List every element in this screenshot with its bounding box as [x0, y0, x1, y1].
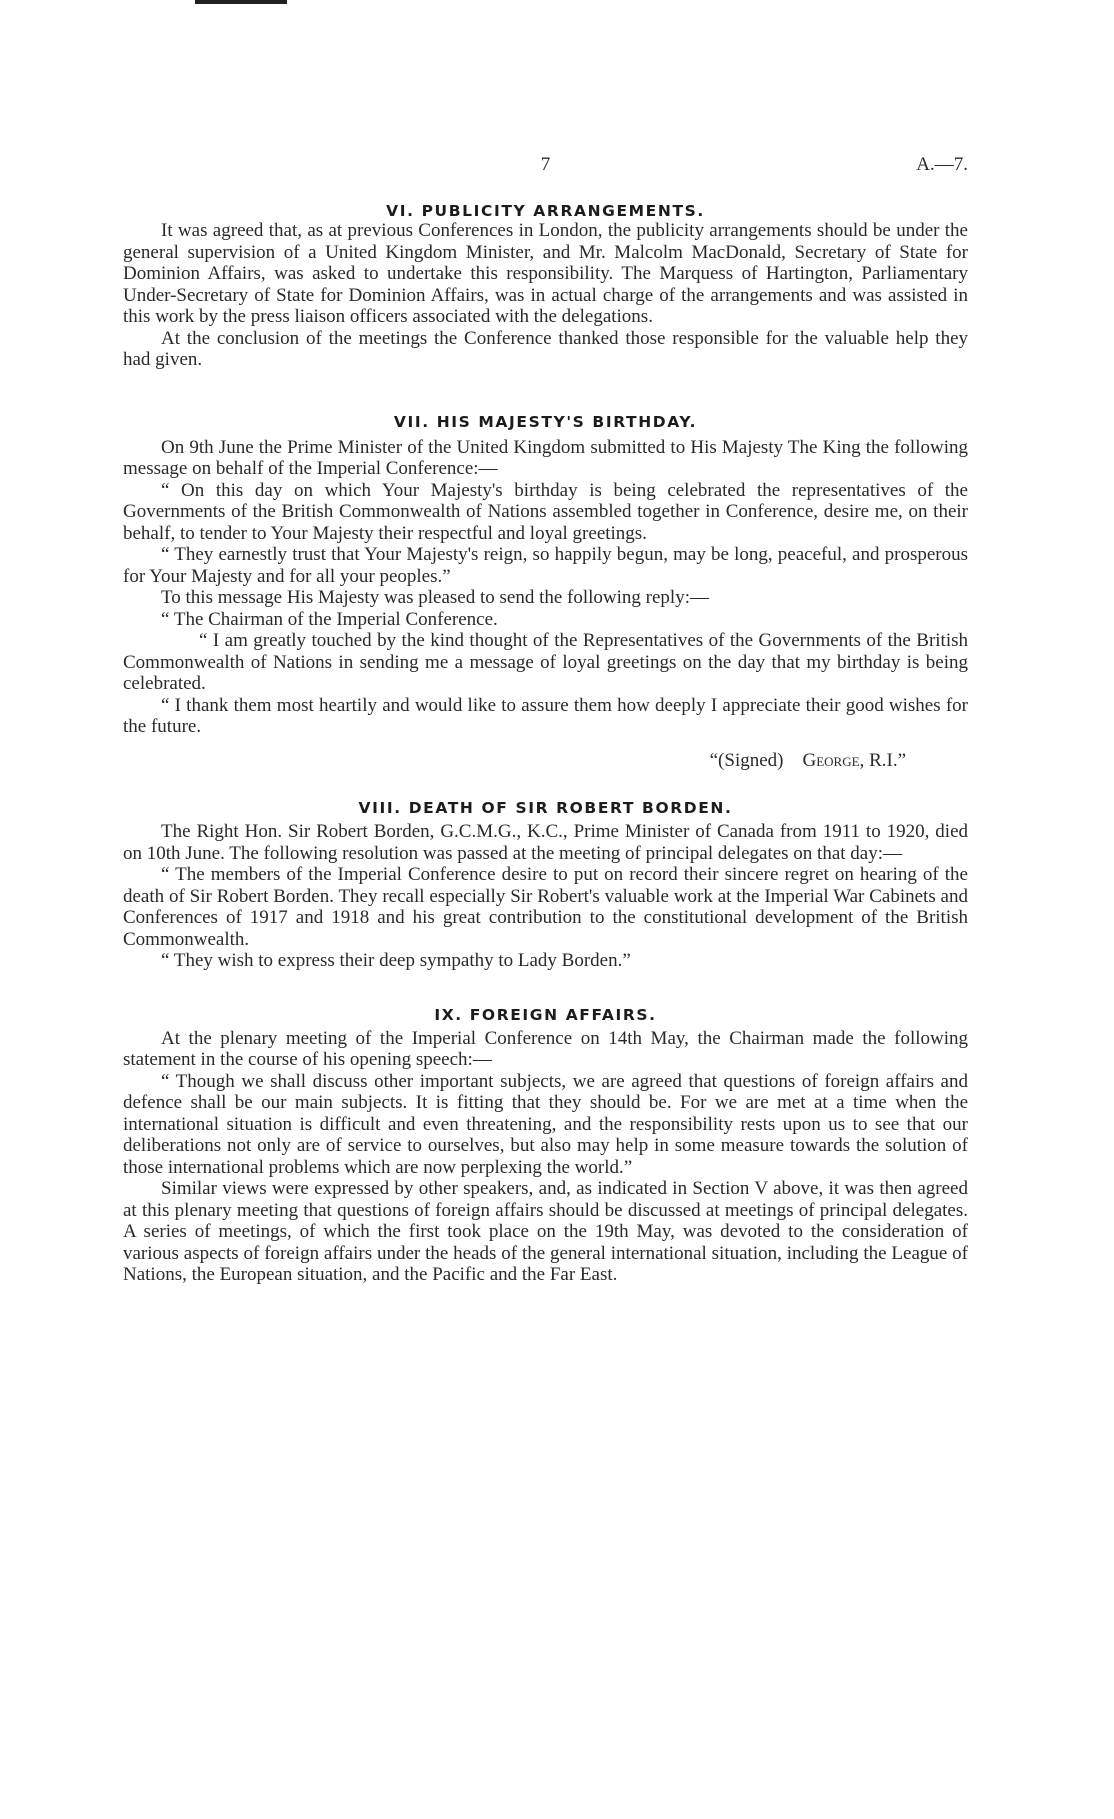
paragraph: “ I am greatly touched by the kind thought of the Representatives of the Governments of the British Commonwealth of Nations in sending me a message of loyal greetings on the day that my birthday is being celebrated.: [123, 630, 968, 694]
section-foreign-affairs: [123, 1006, 968, 1286]
scan-edge-mark: [195, 0, 287, 4]
paragraph: “ The Chairman of the Imperial Conference.: [161, 608, 498, 630]
document-page: [123, 150, 968, 1286]
section-heading: VIII. DEATH OF SIR ROBERT BORDEN.: [358, 799, 733, 817]
paragraph: On 9th June the Prime Minister of the United Kingdom submitted to His Majesty The King the following message on behalf of the Imperial Conference:—: [123, 436, 968, 479]
paragraph: To this message His Majesty was pleased to send the following reply:—: [161, 587, 709, 608]
paragraph: “ Though we shall discuss other important subjects, we are agreed that questions of foreign affairs and defence shall be our main subjects. It is fitting that they should be. For we are met at a time when the international situation is difficult and even threatening, and the responsibility rests upon us to see that our deliberations not only are of service to ourselves, but also may help in some measure towards the solution of those international problems which are now perplexing the world.”: [123, 1070, 968, 1178]
paragraph: “ They wish to express their deep sympathy to Lady Borden.”: [161, 950, 631, 971]
section-heading: VII. HIS MAJESTY'S BIRTHDAY.: [393, 412, 698, 431]
section-publicity-arrangements: [123, 202, 968, 371]
page-number: 7: [540, 154, 551, 175]
paragraph: “ The members of the Imperial Conference desire to put on record their sincere regret on hearing of the death of Sir Robert Borden. They recall especially Sir Robert's valuable work at the Imperial War Cabinets and Conferences of 1917 and 1918 and his great contribution to the constitutional development of the British Commonwealth.: [123, 864, 968, 950]
section-death-of-sir-robert-borden: [123, 799, 968, 972]
paragraph: “ I thank them most heartily and would like to assure them how deeply I appreciate their good wishes for the future.: [123, 694, 968, 737]
paragraph: It was agreed that, as at previous Conferences in London, the publicity arrangements should be under the general supervision of a United Kingdom Minister, and Mr. Malcolm MacDonald, Secretary of State for Dominion Affairs, was asked to undertake this responsibility. The Marquess of Hartington, Parliamentary Under-Secretary of State for Dominion Affairs, was in actual charge of the arrangements and was assisted in this work by the press liaison officers associated with the delegations.: [123, 220, 968, 327]
paragraph: At the plenary meeting of the Imperial Conference on 14th May, the Chairman made the following statement in the course of his opening speech:—: [123, 1027, 968, 1070]
paragraph: “ They earnestly trust that Your Majesty's reign, so happily begun, may be long, peaceful, and prosperous for Your Majesty and for all your peoples.”: [123, 544, 968, 587]
page-header: [123, 150, 968, 180]
signature-name: George,: [802, 749, 865, 771]
section-heading: IX. FOREIGN AFFAIRS.: [434, 1005, 657, 1024]
signature-line: [123, 750, 968, 772]
paragraph: Similar views were expressed by other speakers, and, as indicated in Section V above, it was then agreed at this plenary meeting that questions of foreign affairs should be discussed at meetings of principal delegates. A series of meetings, of which the first took place on the 19th May, was devoted to the consideration of various aspects of foreign affairs under the heads of the general international situation, including the League of Nations, the European situation, and the Pacific and the Far East.: [123, 1178, 968, 1285]
paragraph: At the conclusion of the meetings the Conference thanked those responsible for the valuable help they had given.: [123, 327, 968, 370]
document-reference: A.—7.: [916, 154, 968, 175]
section-heading: VI. PUBLICITY ARRANGEMENTS.: [386, 202, 705, 220]
paragraph: The Right Hon. Sir Robert Borden, G.C.M.G., K.C., Prime Minister of Canada from 1911 to 1920, died on 10th June. The following resolution was passed at the meeting of principal delegates on that day:—: [123, 821, 968, 864]
paragraph: “ On this day on which Your Majesty's birthday is being celebrated the representatives of the Governments of the British Commonwealth of Nations assembled together in Conference, desire me, on their behalf, to tender to Your Majesty their respectful and loyal greetings.: [123, 479, 968, 544]
signature-suffix: R.I.”: [869, 749, 906, 771]
section-his-majestys-birthday: [123, 413, 968, 772]
signature-prefix: “(Signed): [709, 749, 784, 771]
